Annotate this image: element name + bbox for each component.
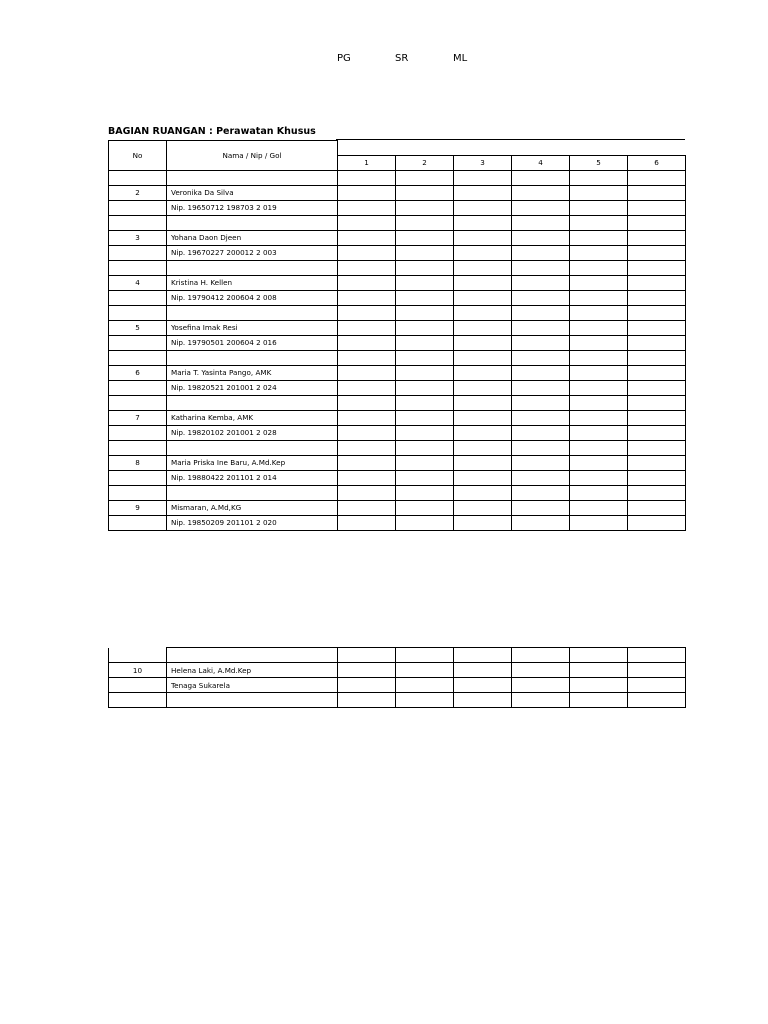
day-cell bbox=[396, 500, 454, 515]
day-cell bbox=[512, 170, 570, 185]
day-cell bbox=[570, 290, 628, 305]
staff-no: 3 bbox=[109, 230, 167, 245]
day-cell bbox=[570, 440, 628, 455]
table-row bbox=[109, 440, 686, 455]
day-cell bbox=[454, 335, 512, 350]
day-cell bbox=[396, 395, 454, 410]
day-cell bbox=[628, 410, 686, 425]
day-cell bbox=[454, 440, 512, 455]
table-row bbox=[109, 515, 686, 530]
day-cell bbox=[570, 380, 628, 395]
day-cell bbox=[570, 395, 628, 410]
day-cell bbox=[570, 230, 628, 245]
day-cell bbox=[396, 350, 454, 365]
day-cell bbox=[338, 500, 396, 515]
table-row bbox=[109, 305, 686, 320]
header-name: Nama / Nip / Gol bbox=[167, 141, 338, 171]
day-cell bbox=[338, 380, 396, 395]
table-row bbox=[109, 380, 686, 395]
table-row bbox=[109, 395, 686, 410]
day-cell bbox=[338, 395, 396, 410]
day-cell bbox=[454, 470, 512, 485]
staff-nip: Tenaga Sukarela bbox=[167, 678, 338, 693]
day-cell bbox=[570, 260, 628, 275]
day-cell bbox=[454, 350, 512, 365]
staff-nip: Nip. 19790412 200604 2 008 bbox=[167, 290, 338, 305]
day-cell bbox=[338, 215, 396, 230]
day-cell bbox=[396, 693, 454, 708]
day-cell bbox=[512, 305, 570, 320]
day-cell bbox=[512, 515, 570, 530]
staff-nip: Nip. 19850209 201101 2 020 bbox=[167, 515, 338, 530]
day-cell bbox=[512, 470, 570, 485]
day-cell bbox=[570, 678, 628, 693]
day-cell bbox=[338, 365, 396, 380]
staff-nip: Nip. 19820521 201001 2 024 bbox=[167, 380, 338, 395]
day-cell bbox=[396, 485, 454, 500]
day-cell bbox=[454, 395, 512, 410]
staff-name: Helena Laki, A.Md.Kep bbox=[167, 663, 338, 678]
day-cell bbox=[338, 320, 396, 335]
day-cell bbox=[628, 380, 686, 395]
day-cell bbox=[512, 275, 570, 290]
day-cell bbox=[396, 470, 454, 485]
header-day-5: 5 bbox=[570, 155, 628, 170]
day-cell bbox=[628, 170, 686, 185]
day-cell bbox=[570, 275, 628, 290]
day-cell bbox=[338, 170, 396, 185]
day-cell bbox=[454, 215, 512, 230]
day-cell bbox=[512, 260, 570, 275]
table-row bbox=[109, 410, 686, 425]
day-cell bbox=[454, 648, 512, 663]
staff-nip: Nip. 19880422 201101 2 014 bbox=[167, 470, 338, 485]
table-header-row bbox=[109, 141, 686, 156]
day-cell bbox=[338, 515, 396, 530]
day-cell bbox=[628, 290, 686, 305]
day-cell bbox=[338, 648, 396, 663]
day-cell bbox=[338, 335, 396, 350]
day-cell bbox=[454, 170, 512, 185]
header-day-2: 2 bbox=[396, 155, 454, 170]
day-cell bbox=[512, 440, 570, 455]
day-cell bbox=[512, 678, 570, 693]
day-cell bbox=[338, 350, 396, 365]
day-cell bbox=[396, 215, 454, 230]
day-cell bbox=[628, 470, 686, 485]
day-cell bbox=[338, 455, 396, 470]
day-cell bbox=[454, 425, 512, 440]
day-cell bbox=[338, 410, 396, 425]
day-cell bbox=[628, 245, 686, 260]
day-cell bbox=[454, 275, 512, 290]
table-row bbox=[109, 425, 686, 440]
day-cell bbox=[396, 170, 454, 185]
table-row bbox=[109, 245, 686, 260]
day-cell bbox=[396, 663, 454, 678]
day-cell bbox=[396, 455, 454, 470]
day-cell bbox=[396, 410, 454, 425]
day-cell bbox=[628, 305, 686, 320]
day-cell bbox=[628, 515, 686, 530]
staff-nip: Nip. 19650712 198703 2 019 bbox=[167, 200, 338, 215]
day-cell bbox=[454, 455, 512, 470]
day-cell bbox=[628, 395, 686, 410]
staff-name: Yohana Daon Djeen bbox=[167, 230, 338, 245]
day-cell bbox=[512, 350, 570, 365]
day-cell bbox=[338, 470, 396, 485]
day-cell bbox=[512, 290, 570, 305]
day-cell bbox=[338, 185, 396, 200]
day-cell bbox=[454, 663, 512, 678]
day-cell bbox=[396, 648, 454, 663]
day-cell bbox=[570, 470, 628, 485]
day-cell bbox=[570, 648, 628, 663]
day-cell bbox=[454, 290, 512, 305]
day-cell bbox=[628, 663, 686, 678]
day-cell bbox=[396, 320, 454, 335]
day-cell bbox=[570, 515, 628, 530]
staff-name: Kristina H. Kellen bbox=[167, 275, 338, 290]
day-cell bbox=[570, 425, 628, 440]
header-day-3: 3 bbox=[454, 155, 512, 170]
day-cell bbox=[338, 305, 396, 320]
day-cell bbox=[570, 170, 628, 185]
day-cell bbox=[454, 693, 512, 708]
staff-name: Maria T. Yasinta Pango, AMK bbox=[167, 365, 338, 380]
day-cell bbox=[628, 485, 686, 500]
table-row bbox=[109, 500, 686, 515]
table-row bbox=[109, 185, 686, 200]
day-cell bbox=[628, 200, 686, 215]
day-cell bbox=[628, 230, 686, 245]
day-cell bbox=[454, 678, 512, 693]
day-cell bbox=[338, 440, 396, 455]
staff-no: 2 bbox=[109, 185, 167, 200]
day-cell bbox=[512, 245, 570, 260]
day-cell bbox=[512, 410, 570, 425]
day-cell bbox=[396, 185, 454, 200]
legend-ml: ML bbox=[453, 53, 468, 64]
table-row bbox=[109, 485, 686, 500]
staff-no: 5 bbox=[109, 320, 167, 335]
day-cell bbox=[570, 200, 628, 215]
table-row bbox=[109, 455, 686, 470]
day-cell bbox=[628, 320, 686, 335]
day-cell bbox=[570, 410, 628, 425]
day-cell bbox=[570, 245, 628, 260]
header-days-group bbox=[338, 141, 686, 156]
staff-nip: Nip. 19670227 200012 2 003 bbox=[167, 245, 338, 260]
day-cell bbox=[512, 335, 570, 350]
staff-nip: Nip. 19820102 201001 2 028 bbox=[167, 425, 338, 440]
day-cell bbox=[570, 455, 628, 470]
day-cell bbox=[628, 693, 686, 708]
staff-name: Veronika Da Silva bbox=[167, 185, 338, 200]
table-row bbox=[109, 215, 686, 230]
day-cell bbox=[396, 200, 454, 215]
day-cell bbox=[512, 380, 570, 395]
day-cell bbox=[454, 380, 512, 395]
day-cell bbox=[570, 693, 628, 708]
day-cell bbox=[570, 663, 628, 678]
section-title: BAGIAN RUANGAN : Perawatan Khusus bbox=[108, 126, 316, 137]
day-cell bbox=[454, 230, 512, 245]
day-cell bbox=[338, 260, 396, 275]
day-cell bbox=[512, 365, 570, 380]
day-cell bbox=[512, 200, 570, 215]
table-row bbox=[109, 320, 686, 335]
day-cell bbox=[396, 305, 454, 320]
day-cell bbox=[338, 663, 396, 678]
day-cell bbox=[628, 335, 686, 350]
day-cell bbox=[570, 215, 628, 230]
day-cell bbox=[570, 185, 628, 200]
day-cell bbox=[570, 305, 628, 320]
staff-name: Maria Priska Ine Baru, A.Md.Kep bbox=[167, 455, 338, 470]
day-cell bbox=[396, 275, 454, 290]
staff-name: Yosefina Imak Resi bbox=[167, 320, 338, 335]
day-cell bbox=[512, 230, 570, 245]
day-cell bbox=[628, 275, 686, 290]
day-cell bbox=[338, 200, 396, 215]
day-cell bbox=[396, 365, 454, 380]
day-cell bbox=[628, 678, 686, 693]
table-row bbox=[109, 275, 686, 290]
day-cell bbox=[454, 365, 512, 380]
day-cell bbox=[628, 500, 686, 515]
day-cell bbox=[454, 515, 512, 530]
day-cell bbox=[512, 215, 570, 230]
day-cell bbox=[454, 320, 512, 335]
day-cell bbox=[512, 648, 570, 663]
staff-no: 9 bbox=[109, 500, 167, 515]
day-cell bbox=[512, 500, 570, 515]
day-cell bbox=[396, 290, 454, 305]
schedule-table-continued bbox=[108, 647, 686, 708]
day-cell bbox=[628, 455, 686, 470]
day-cell bbox=[454, 500, 512, 515]
day-cell bbox=[512, 663, 570, 678]
day-cell bbox=[454, 260, 512, 275]
table-row bbox=[109, 290, 686, 305]
header-day-1: 1 bbox=[338, 155, 396, 170]
day-cell bbox=[570, 320, 628, 335]
day-cell bbox=[454, 245, 512, 260]
day-cell bbox=[512, 425, 570, 440]
staff-no: 10 bbox=[109, 663, 167, 678]
day-cell bbox=[396, 260, 454, 275]
staff-name: Mismaran, A.Md,KG bbox=[167, 500, 338, 515]
staff-no: 4 bbox=[109, 275, 167, 290]
header-day-4: 4 bbox=[512, 155, 570, 170]
shift-legend bbox=[0, 53, 768, 67]
day-cell bbox=[454, 185, 512, 200]
day-cell bbox=[338, 290, 396, 305]
day-cell bbox=[512, 395, 570, 410]
day-cell bbox=[338, 425, 396, 440]
table-row bbox=[109, 170, 686, 185]
day-cell bbox=[628, 350, 686, 365]
schedule-table bbox=[108, 140, 686, 531]
day-cell bbox=[570, 335, 628, 350]
staff-no: 8 bbox=[109, 455, 167, 470]
staff-no: 7 bbox=[109, 410, 167, 425]
day-cell bbox=[570, 350, 628, 365]
day-cell bbox=[338, 275, 396, 290]
day-cell bbox=[396, 425, 454, 440]
day-cell bbox=[628, 440, 686, 455]
day-cell bbox=[512, 185, 570, 200]
legend-sr: SR bbox=[395, 53, 409, 64]
day-cell bbox=[396, 230, 454, 245]
day-cell bbox=[512, 455, 570, 470]
day-cell bbox=[628, 425, 686, 440]
day-cell bbox=[338, 245, 396, 260]
day-cell bbox=[338, 230, 396, 245]
day-cell bbox=[396, 440, 454, 455]
day-cell bbox=[570, 500, 628, 515]
table-row bbox=[109, 230, 686, 245]
day-cell bbox=[454, 305, 512, 320]
day-cell bbox=[628, 260, 686, 275]
legend-pg: PG bbox=[337, 53, 351, 64]
table-row bbox=[109, 260, 686, 275]
table-row bbox=[109, 693, 686, 708]
day-cell bbox=[628, 185, 686, 200]
staff-no: 6 bbox=[109, 365, 167, 380]
table-row bbox=[109, 663, 686, 678]
day-cell bbox=[512, 485, 570, 500]
day-cell bbox=[338, 678, 396, 693]
day-cell bbox=[454, 485, 512, 500]
day-cell bbox=[628, 365, 686, 380]
table-row bbox=[109, 335, 686, 350]
staff-nip: Nip. 19790501 200604 2 016 bbox=[167, 335, 338, 350]
day-cell bbox=[338, 485, 396, 500]
day-cell bbox=[628, 215, 686, 230]
table-row bbox=[109, 365, 686, 380]
day-cell bbox=[396, 335, 454, 350]
table-row bbox=[109, 678, 686, 693]
day-cell bbox=[570, 485, 628, 500]
staff-name: Katharina Kemba, AMK bbox=[167, 410, 338, 425]
table-row bbox=[109, 648, 686, 663]
day-cell bbox=[396, 380, 454, 395]
day-cell bbox=[454, 410, 512, 425]
day-cell bbox=[570, 365, 628, 380]
day-cell bbox=[396, 678, 454, 693]
day-cell bbox=[338, 693, 396, 708]
header-no: No bbox=[109, 141, 167, 171]
day-cell bbox=[512, 693, 570, 708]
day-cell bbox=[396, 515, 454, 530]
day-cell bbox=[396, 245, 454, 260]
day-cell bbox=[512, 320, 570, 335]
table-row bbox=[109, 470, 686, 485]
day-cell bbox=[628, 648, 686, 663]
day-cell bbox=[454, 200, 512, 215]
table-row bbox=[109, 200, 686, 215]
header-day-6: 6 bbox=[628, 155, 686, 170]
table-row bbox=[109, 350, 686, 365]
